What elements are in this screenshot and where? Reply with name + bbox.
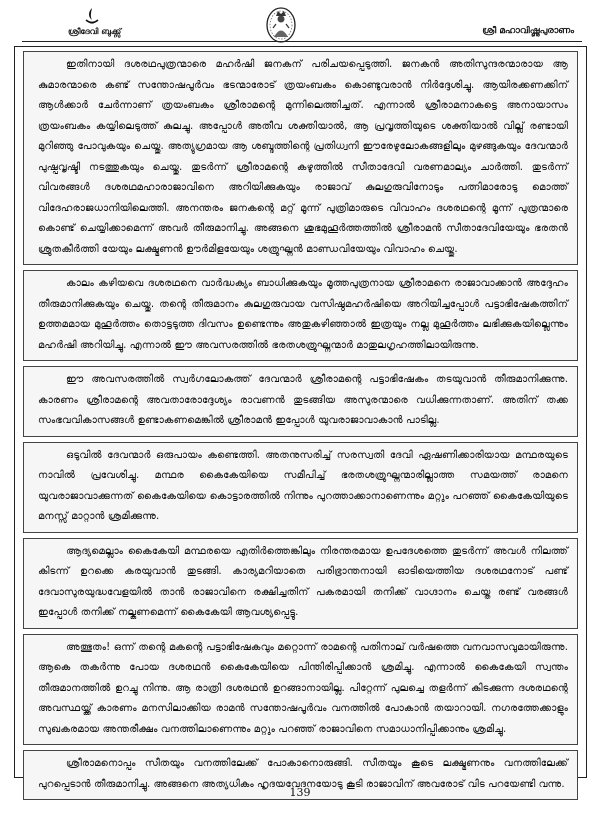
paragraph-6: അത്ഭുതം! ഒന്ന് തന്റെ മകന്റെ പട്ടാഭിഷേകവും മറ്റൊന്ന് രാമന്റെ പതിനാല് വർഷത്തെ വനവാസവുമായിരുന്നു. ആകെ തകർന്നു പോയ ദശരഥൻ കൈകേയിയെ പിന്തിരിപ്പിക്കാൻ ശ്രമിച്ചു. എന്നാൽ കൈകേയി സ്വന്തം തീരുമാനത്തിൽ ഉറച്ചു നിന്നു. ആ രാത്രി ദശരഥൻ ഉറങ്ങാനായില്ല. പിറ്റേന്ന് പുലച്ചെ തളർന്ന് കിടക്കുന്ന ദശരഥന്റെ അവസ്ഥയ്ക്ക് കാരണം മനസിലാക്കിയ രാമൻ സന്തോഷപൂർവം വനത്തിൽ പോകാൻ തയാറായി. നഗരത്തേക്കാളും സുഖകരമായ അന്തരീക്ഷം വനത്തിലാണെന്നും മറ്റും പറഞ്ഞ് രാജാവിനെ സമാധാനിപ്പിക്കാനും ശ്രമിച്ചു.: [23, 634, 578, 746]
paragraph-1: ഇതിനായി ദശരഥപുത്രന്മാരെ മഹർഷി ജനകന് പരിചയപ്പെടുത്തി. ജനകൻ അതിസുന്ദരന്മാരായ ആ കുമാരന്മാരെ കണ്ട് സന്തോഷപൂർവം ഭടന്മാരോട് ത്രയംബകം കൊണ്ടുവരാൻ നിർദ്ദേശിച്ചു. ആയിരക്കണക്കിന് ആൾക്കാർ ചേർന്നാണ് ത്രയംബകം ശ്രീരാമന്റെ മുന്നിലെത്തിച്ചത്. എന്നാൽ ശ്രീരാമനാകട്ടെ അനായാസം ത്രയംബകം കയ്യിലെടുത്ത് കുലച്ചു. അപ്പോൾ അതീവ ശക്തിയാൽ, ആ പ്രവൃത്തിയുടെ ശക്തിയാൽ വില്ല് രണ്ടായി മുറിഞ്ഞു പോവുകയും ചെയ്തു. അത്യുഗ്രമായ ആ ശബ്ദത്തിന്റെ പ്രതിധ്വനി ഈരേഴുലോകങ്ങളിലും മുഴങ്ങുകയും ദേവന്മാർ പുഷ്പവൃഷ്ടി നടത്തുകയും ചെയ്തു. തുടർന്ന് ശ്രീരാമന്റെ കഴുത്തിൽ സീതാദേവി വരണമാല്യം ചാർത്തി. തുടർന്ന് വിവരങ്ങൾ ദശരഥമഹാരാജാവിനെ അറിയിക്കുകയും രാജാവ് കുലഗുരുവിനോടും പത്നിമാരോടു മൊത്ത് വിദേഹരാജധാനിയിലെത്തി. അനന്തരം ജനകന്റെ മറ്റ് മൂന്ന് പുത്രിമാരുടെ വിവാഹം ദശരഥന്റെ മൂന്ന് പുത്രന്മാരെ കൊണ്ട് ചെയ്യിക്കാമെന്ന് അവർ തീരുമാനിച്ചു. അങ്ങനെ ശുഭമുഹൂർത്തത്തിൽ ശ്രീരാമൻ സീതാദേവിയേയും ഭരതൻ ശ്രുതകീർത്തി യേയും ലക്ഷ്മണൻ ഊർമിളയേയും ശത്രുഘ്നൻ മാണ്ഡവിയേയും വിവാഹം ചെയ്തു.: [23, 51, 578, 265]
paragraph-7: ശ്രീരാമനൊപ്പം സീതയും വനത്തിലേക്ക് പോകാനൊരുങ്ങി. സീതയും കൂടെ ലക്ഷ്മണനും വനത്തിലേക്ക് പുറപ്പെടാൻ തീരുമാനിച്ചു. അങ്ങനെ അത്യധികം ഹൃദയവേദനയോടു കൂടി രാജാവിന് അവരോട് വിട പറയേണ്ടി വന്നു.: [23, 750, 578, 800]
paragraph-list: [23, 51, 578, 805]
content-frame: [14, 46, 587, 790]
page-number: 139: [289, 786, 311, 799]
publisher-name: ശ്രീദേവി ബുക്ക്സ്: [68, 27, 122, 36]
book-title: ശ്രീ മഹാവിഷ്ണുപുരാണം: [482, 26, 574, 36]
flame-lamp-icon: [82, 6, 102, 26]
page-header: [22, 6, 582, 46]
paragraph-5: ആദ്യമെല്ലാം കൈകേയി മന്ഥരയെ എതിർത്തെങ്കിലും നിരന്തരമായ ഉപദേശത്തെ തുടർന്ന് അവൾ നിലത്ത് കിടന്ന് ഉറക്കെ കരയുവാൻ തുടങ്ങി. കാര്യമറിയാതെ പരിഭ്രാന്തനായി ഓടിയെത്തിയ ദശരഥനോട് പണ്ട് ദേവാസുരയുദ്ധവേളയിൽ താൻ രാജാവിനെ രക്ഷിച്ചതിന് പകരമായി തനിക്ക് വാഗ്ദാനം ചെയ്ത രണ്ട് വരങ്ങൾ ഇപ്പോൾ തനിക്ക് നല്കണമെന്ന് കൈകേയി ആവശ്യപ്പെട്ടു.: [23, 538, 578, 629]
paragraph-2: കാലം കഴിയവെ ദശരഥനെ വാർദ്ധക്യം ബാധിക്കുകയും മൂത്തപുത്രനായ ശ്രീരാമനെ രാജാവാക്കാൻ അദ്ദേഹം തീരുമാനിക്കുകയും ചെയ്തു. തന്റെ തീരുമാനം കുലഗുരുവായ വസിഷ്ഠമഹർഷിയെ അറിയിച്ചപ്പോൾ പട്ടാഭിഷേകത്തിന് ഉത്തമമായ മുഹൂർത്തം തൊട്ടടുത്ത ദിവസം ഉണ്ടെന്നും അതുകഴിഞ്ഞാൽ ഇത്രയും നല്ല മുഹൂർത്തം ലഭിക്കുകയില്ലെന്നും മഹർഷി അറിയിച്ചു. എന്നാൽ ഈ അവസരത്തിൽ ഭരതശത്രുഘ്നന്മാർ മാതുലഗൃഹത്തിലായിരുന്നു.: [23, 270, 578, 361]
paragraph-3: ഈ അവസരത്തിൽ സ്വർഗലോകത്ത് ദേവന്മാർ ശ്രീരാമന്റെ പട്ടാഭിഷേകം തടയുവാൻ തീരുമാനിക്കുന്നു. കാരണം ശ്രീരാമന്റെ അവതാരോദ്ദേശ്യം രാവണൻ തുടങ്ങിയ അസുരന്മാരെ വധിക്കുന്നതാണ്. അതിന് തക്ക സംഭവവികാസങ്ങൾ ഉണ്ടാകണമെങ്കിൽ ശ്രീരാമൻ ഇപ്പോൾ യുവരാജാവാകാൻ പാടില്ല.: [23, 366, 578, 437]
paragraph-4: ഒടുവിൽ ദേവന്മാർ ഒരുപായം കണ്ടെത്തി. അതനുസരിച്ച് സരസ്വതി ദേവി ഏഷണിക്കാരിയായ മന്ഥരയുടെ നാവിൽ പ്രവേശിച്ചു. മന്ഥര കൈകേയിയെ സമീപിച്ച് ഭരതശത്രുഘ്നന്മാരില്ലാത്ത സമയത്ത് രാമനെ യുവരാജാവാക്കുന്നത് കൈകേയിയെ കൊട്ടാരത്തിൽ നിന്നും പുറത്താക്കാനാണെന്നും മറ്റും പറഞ്ഞ് കൈകേയിയുടെ മനസ്സ് മാറ്റാൻ ശ്രമിക്കുന്നു.: [23, 442, 578, 533]
deity-emblem-icon: [264, 6, 298, 44]
header-divider: [22, 41, 582, 42]
